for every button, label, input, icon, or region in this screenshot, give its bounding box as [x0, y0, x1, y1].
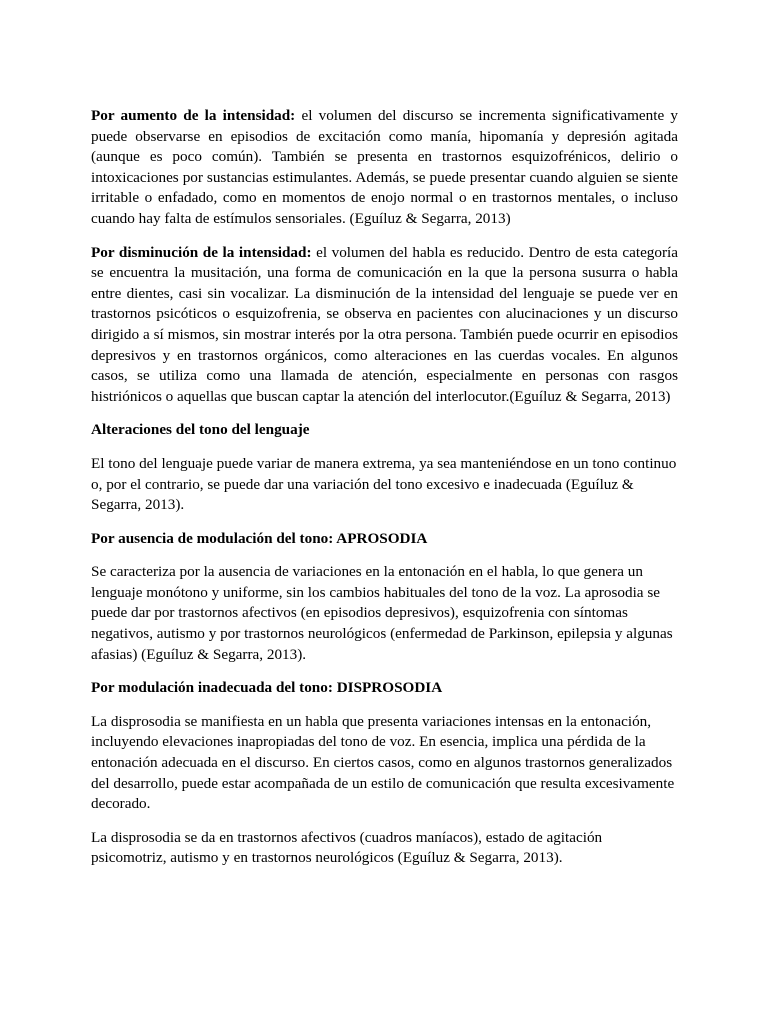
paragraph-lead: Por disminución de la intensidad: — [91, 243, 312, 261]
document-page — [91, 106, 678, 882]
paragraph-body: el volumen del discurso se incrementa significativamente y puede observarse en episodios de excitación como manía, hipomanía y depresión agitada (aunque es poco común). También se presenta en trastornos esquizofrénicos, delirio o intoxicaciones por sustancias estimulantes. Además, se puede presentar cuando alguien se siente irritable o enfadado, como en momentos de enojo normal o en trastornos mentales, o incluso cuando hay falta de estímulos sensoriales. (Eguíluz & Segarra, 2013) — [91, 107, 678, 227]
section-heading-disprosodia: Por modulación inadecuada del tono: DISPROSODIA — [91, 679, 443, 697]
paragraph-disprosodia-1: La disprosodia se manifiesta en un habla que presenta variaciones intensas en la entonación, incluyendo elevaciones inapropiadas del tono de voz. En esencia, implica una pérdida de la entonación adecuada en el discurso. En ciertos casos, como en algunos trastornos generalizados del desarrollo, puede estar acompañada de un estilo de comunicación que resulta excesivamente decorado. — [91, 712, 675, 813]
paragraph-lead: Por aumento de la intensidad: — [91, 107, 296, 124]
paragraph-disminucion-intensidad — [91, 243, 678, 408]
section-heading-aprosodia: Por ausencia de modulación del tono: APROSODIA — [91, 529, 428, 547]
paragraph-body: el volumen del habla es reducido. Dentro de esta categoría se encuentra la musitación, una forma de comunicación en la que la persona susurra o habla entre dientes, casi sin vocalizar. La disminución de la intensidad del lenguaje se puede ver en trastornos psicóticos o esquizofrenia, se observa en pacientes con alucinaciones y un discurso dirigido a sí mismos, sin mostrar interés por la otra persona. También puede ocurrir en episodios depresivos y en trastornos orgánicos, como alteraciones en las cuerdas vocales. En algunos casos, se utiliza como una llamada de atención, especialmente en personas con rasgos histriónicos o aquellas que buscan captar la atención del interlocutor.(Eguíluz & Segarra, 2013) — [91, 243, 679, 405]
section-heading-tono: Alteraciones del tono del lenguaje — [91, 421, 310, 439]
paragraph-disprosodia-2: La disprosodia se da en trastornos afectivos (cuadros maníacos), estado de agitación psicomotriz, autismo y en trastornos neurológicos (Eguíluz & Segarra, 2013). — [91, 828, 603, 867]
paragraph-aprosodia: Se caracteriza por la ausencia de variaciones en la entonación en el habla, lo que genera un lenguaje monótono y uniforme, sin los cambios habituales del tono de la voz. La aprosodia se puede dar por trastornos afectivos (en episodios depresivos), esquizofrenia con síntomas negativos, autismo y por trastornos neurológicos (enfermedad de Parkinson, epilepsia y algunas afasias) (Eguíluz & Segarra, 2013). — [91, 563, 673, 663]
paragraph-tono: El tono del lenguaje puede variar de manera extrema, ya sea manteniéndose en un tono continuo o, por el contrario, se puede dar una variación del tono excesivo e inadecuada (Eguíluz & Segarra, 2013). — [91, 454, 677, 514]
paragraph-aumento-intensidad — [91, 106, 678, 230]
